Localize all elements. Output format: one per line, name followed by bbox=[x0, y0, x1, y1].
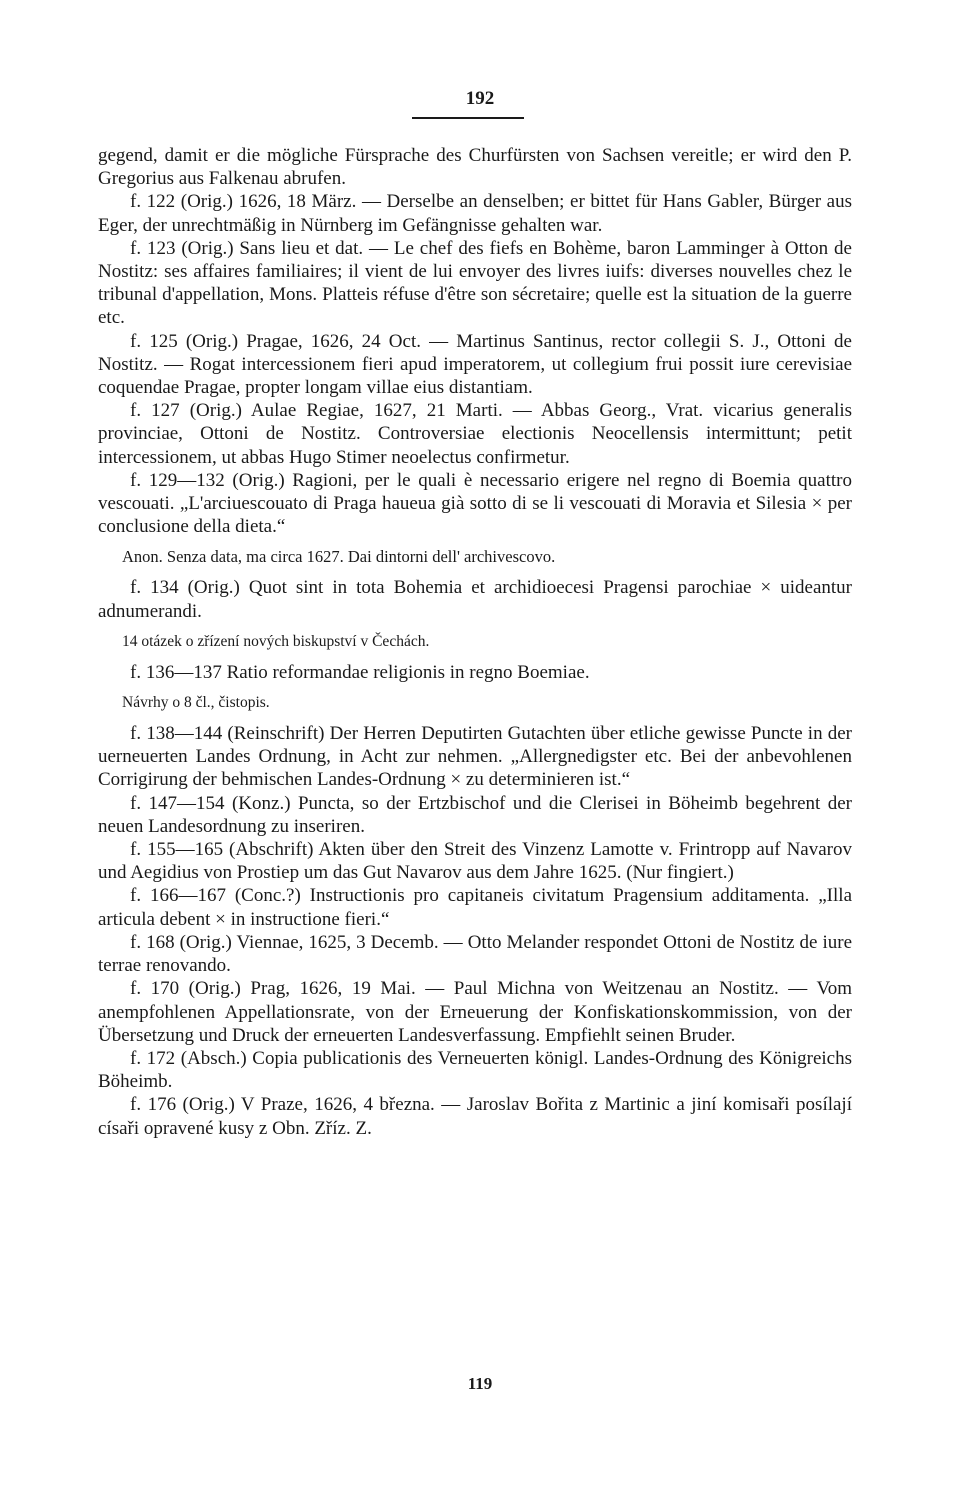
continued-paragraph: gegend, damit er die mögliche Fürsprache des Churfürsten von Sachsen vereitle; er wird den P. Gregorius aus Falkenau abrufen. bbox=[98, 145, 852, 190]
entry-note: Anon. Senza data, ma circa 1627. Dai dintorni dell' archivescovo. bbox=[122, 547, 556, 567]
archive-entry: f. 138—144 (Reinschrift) Der Herren Deputirten Gutachten über etliche gewisse Puncte in der uerneuerten Landes Ordnung, in Acht zur nehmen. „Allergnedigster etc. Bei der anbevohlenen Corrigirung der behmischen Landes-Ordnung × zu determinieren ist.“ bbox=[98, 723, 852, 791]
archive-entry: f. 134 (Orig.) Quot sint in tota Bohemia et archidioecesi Pragensi parochiae × uideantur adnumerandi. bbox=[98, 577, 852, 622]
archive-entry: f. 127 (Orig.) Aulae Regiae, 1627, 21 Marti. — Abbas Georg., Vrat. vicarius generalis provinciae, Ottoni de Nostitz. Controversiae electionis Neocellensis intermittunt; petit intercessionem, ut abbas Hugo Stimer neoelectus confirmetur. bbox=[98, 400, 852, 468]
archive-entry: f. 170 (Orig.) Prag, 1626, 19 Mai. — Paul Michna von Weitzenau an Nostitz. — Vom anempfohlenen Appellationsrate, von der Erneuerung der Konfiskationskommission, von der Übersetzung und Druck der erneuerten Landesverfassung. Empfiehlt seinen Bruder. bbox=[98, 978, 852, 1046]
footer-sheet-number: 119 bbox=[467, 1374, 493, 1393]
archive-entry: f. 176 (Orig.) V Praze, 1626, 4 března. — Jaroslav Bořita z Martinic a jiní komisaři posílají císaři opravené kusy z Obn. Zříz. Z. bbox=[98, 1094, 852, 1139]
page-number: 192 bbox=[465, 88, 495, 109]
header-rule bbox=[412, 117, 524, 119]
archive-entry: f. 147—154 (Konz.) Puncta, so der Ertzbischof und die Clerisei in Böheimb begehrent der neuen Landesordnung zu inseriren. bbox=[98, 792, 852, 837]
archive-entry: f. 168 (Orig.) Viennae, 1625, 3 Decemb. — Otto Melander respondet Ottoni de Nostitz de iure terrae renovando. bbox=[98, 931, 852, 977]
archive-entry: f. 129—132 (Orig.) Ragioni, per le quali è necessario erigere nel regno di Boemia quattro vescouati. „L'arciuescouato di Praga haueua già sotto di se li vescouati di Moravia et Silesia × per conclusione della dieta.“ bbox=[98, 469, 852, 538]
archive-entry: f. 122 (Orig.) 1626, 18 März. — Derselbe an denselben; er bittet für Hans Gabler, Bürger aus Eger, der unrechtmäßig in Nürnberg im Gefängnisse gehalten war. bbox=[98, 191, 852, 236]
archive-entry: f. 172 (Absch.) Copia publicationis des Verneuerten königl. Landes-Ordnung des Königreichs Böheimb. bbox=[98, 1047, 852, 1093]
archive-entry: f. 123 (Orig.) Sans lieu et dat. — Le chef des fiefs en Bohème, baron Lamminger à Otton de Nostitz: ses affaires familiaires; il vient de lui envoyer des livres iuifs: diverses nouvelles chez le tribunal d'appellation, Mons. Platteis réfuse d'être son sécretaire; quelle est la situation de la guerre etc. bbox=[98, 237, 852, 329]
archive-entry: f. 155—165 (Abschrift) Akten über den Streit des Vinzenz Lamotte v. Frintropp auf Navarov und Aegidius von Prostiep um das Gut Navarov aus dem Jahre 1625. (Nur fingiert.) bbox=[98, 839, 852, 884]
entry-note: 14 otázek o zřízení nových biskupství v Čechách. bbox=[122, 632, 430, 650]
archive-entry: f. 125 (Orig.) Pragae, 1626, 24 Oct. — Martinus Santinus, rector collegii S. J., Ottoni de Nostitz. — Rogat intercessionem fieri apud imperatorem, ut collegium frui possit iure cerevisiae coquendae Pragae, propter longam villae eius distantiam. bbox=[98, 330, 852, 399]
archive-entry: f. 166—167 (Conc.?) Instructionis pro capitaneis civitatum Pragensium additamenta. „Illa articula debent × in instructione fieri.“ bbox=[98, 885, 852, 930]
page-body bbox=[98, 144, 852, 1140]
entry-note: Návrhy o 8 čl., čistopis. bbox=[122, 694, 270, 712]
archive-entry: f. 136—137 Ratio reformandae religionis in regno Boemiae. bbox=[130, 661, 590, 683]
